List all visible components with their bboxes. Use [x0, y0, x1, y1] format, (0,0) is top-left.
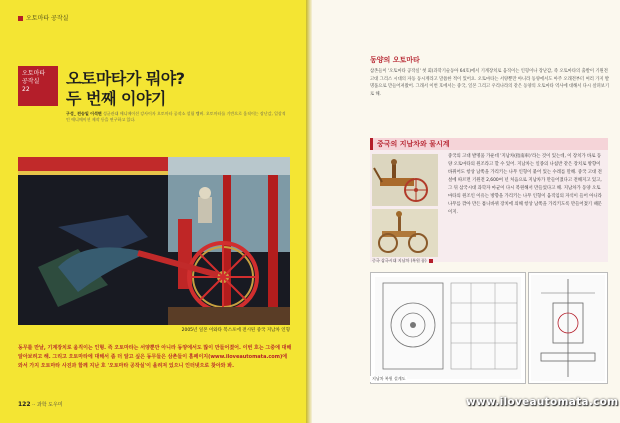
series-badge	[18, 66, 58, 106]
cart-caption: 중국 삼국시대 지남차 (복원 품)	[372, 258, 433, 264]
right-paragraph: 삼촌들이 '오토마타 공작실' 첫 회(과학기술동아 64호)에서 기계장치로 움직이는 인형이나 장난감, 즉 오토마타의 출발이 기원전 고대 그리스 시대의 자동 동시계라고 말씀한 적이 있어요. 오토마타는 서양뿐만 아니라 동양에서도 아주 오래전부터 여러 가지 발명품으로 만들어져왔어. 그래서 이번 호에서는 중국, 일본 그리고 우리나라의 같은 동양의 오토마타 역사에 대해서 다시 살펴보기로 해.	[370, 69, 610, 97]
cart-photo-1	[372, 154, 438, 206]
page-number: 122	[18, 401, 31, 408]
byline-text: 성균관대 애니메이션 강사이자 오토마타 공작소 설립 멤버. 오토마타를 기반으로 움직이는 장난감, 일상적인 애니메이션 제작 등을 연구하고 있다.	[66, 111, 286, 122]
caption-square-icon	[429, 259, 433, 263]
automaton-cart-photo	[18, 157, 290, 325]
section-label: 오토마타 공작실	[18, 13, 68, 22]
cart-2-illustration	[372, 209, 438, 257]
intro-paragraph: 동무를 만날, 기계장치로 움직이는 인형. 즉 오토마타는 서양뿐만 아니라 동양에서도 많이 만들어졌어. 이번 호는 그중에 대해 알아보려고 해. 그리고 오토마타에 대해서 좀 더 알고 싶은 동무들은 삼촌들이 홈페이지(www.iloveautomata.com)에 와서 가지 오토마타 사진과 함께 지난 호 '오토마타 공작실'이 올려져 있으니 인터넷으로 찾아와 봐.	[18, 345, 292, 369]
byline-name: 구성_ 전승일 이석면	[66, 111, 102, 116]
right-heading: 동양의 오토마타	[370, 56, 420, 64]
article-title-line-1: 오토마타가 뭐야?	[66, 69, 185, 88]
sidebar-box-heading: 중국의 지남차와 물시계	[370, 138, 608, 150]
schematic-caption: 지남차 복원 설계도	[372, 376, 406, 381]
left-folio	[18, 401, 63, 408]
badge-line-1: 오토마타	[22, 70, 46, 77]
cart-photo-illustration	[18, 157, 290, 325]
schematic-drawing-side	[528, 272, 608, 384]
section-square-icon	[18, 16, 23, 21]
badge-number: 22	[22, 86, 30, 93]
website-watermark: www.iloveautomata.com	[466, 396, 619, 408]
schematic-1-illustration	[371, 273, 525, 383]
sidebar-box-text: 중국의 고대 발명품 가운데 '지남차(指南車)'라는 것이 있는데, 이 장치가 바로 동양 오토마타의 원조라고 할 수 있어. 지남차는 일종의 나침반 같은 장치로 방향이 바뀌어도 항상 남쪽을 가리키는 나무 인형이 붙어 있는 수레를 말해. 중국 고대 전설에 따르면 기원전 2,600여 년 처음으로 지남차가 만들어졌다고 전해지고 있고, 그 뒤 삼국시대 과학자 마균이 다시 복원해서 만들었다고 해. 지남차가 동양 오토마타의 원조인 이유는 방향을 가리키는 나무 인형이 움직임의 자석이 들어 아니라 나무를 깎아 만든 톱니바퀴 장치에 의해 항상 남쪽을 가리키도록 만들어졌기 때문이지.	[448, 154, 602, 215]
folio-text: ·· 과학 도우미	[32, 402, 63, 408]
byline	[66, 111, 286, 123]
page-fold	[306, 0, 312, 423]
badge-line-2: 공작실	[22, 78, 40, 85]
schematic-2-illustration	[529, 273, 607, 383]
photo-caption: 2005년 일본 이와타 복스포에 전시된 중국 지남차 인형	[181, 328, 290, 333]
cart-1-illustration	[372, 154, 438, 206]
cart-photo-2	[372, 209, 438, 257]
schematic-drawing-main	[370, 272, 526, 384]
article-title-line-2: 두 번째 이야기	[66, 89, 166, 108]
